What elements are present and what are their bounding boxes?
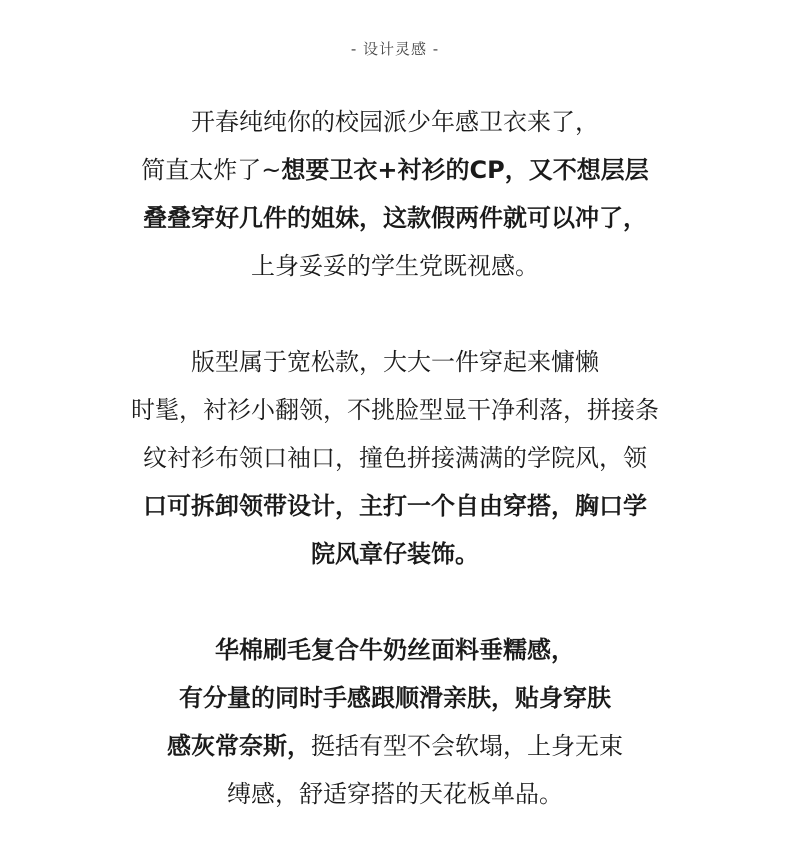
text-segment: 时髦，衬衫小翻领，不挑脸型显干净利落，拼接条 bbox=[131, 396, 659, 424]
text-line bbox=[0, 482, 790, 530]
text-segment: 开春纯纯你的校园派少年感卫衣来了， bbox=[191, 108, 599, 136]
text-line bbox=[0, 530, 790, 578]
text-segment-emphasis: 感灰常奈斯， bbox=[167, 732, 311, 760]
text-segment: 缚感，舒适穿搭的天花板单品。 bbox=[227, 780, 563, 808]
text-line bbox=[0, 722, 790, 770]
text-line bbox=[0, 98, 790, 146]
text-line bbox=[0, 674, 790, 722]
text-line bbox=[0, 626, 790, 674]
text-segment: 版型属于宽松款，大大一件穿起来慵懒 bbox=[191, 348, 599, 376]
section-title: - 设计灵感 - bbox=[350, 40, 440, 58]
text-line bbox=[0, 146, 790, 194]
paragraph-fabric bbox=[0, 626, 790, 818]
text-segment: 纹衬衫布领口袖口，撞色拼接满满的学院风，领 bbox=[143, 444, 647, 472]
text-line bbox=[0, 194, 790, 242]
paragraph-design-intro bbox=[0, 98, 790, 290]
text-segment-emphasis: 想要卫衣+衬衫的CP，又不想层层 bbox=[281, 156, 649, 184]
text-segment: 上身妥妥的学生党既视感。 bbox=[251, 252, 539, 280]
text-segment-emphasis: 有分量的同时手感跟顺滑亲肤，贴身穿肤 bbox=[179, 684, 611, 712]
text-segment-emphasis: 华棉刷毛复合牛奶丝面料垂糯感， bbox=[215, 636, 575, 664]
text-segment-emphasis: 叠叠穿好几件的姐妹，这款假两件就可以冲了， bbox=[143, 204, 647, 232]
text-line bbox=[0, 338, 790, 386]
paragraph-fit-details bbox=[0, 338, 790, 578]
text-segment: 挺括有型不会软塌，上身无束 bbox=[311, 732, 623, 760]
text-line bbox=[0, 242, 790, 290]
text-segment-emphasis: 口可拆卸领带设计，主打一个自由穿搭，胸口学 bbox=[143, 492, 647, 520]
text-segment-emphasis: 院风章仔装饰。 bbox=[311, 540, 479, 568]
text-segment: 简直太炸了~ bbox=[141, 156, 282, 184]
text-line bbox=[0, 434, 790, 482]
text-line bbox=[0, 770, 790, 818]
text-line bbox=[0, 386, 790, 434]
